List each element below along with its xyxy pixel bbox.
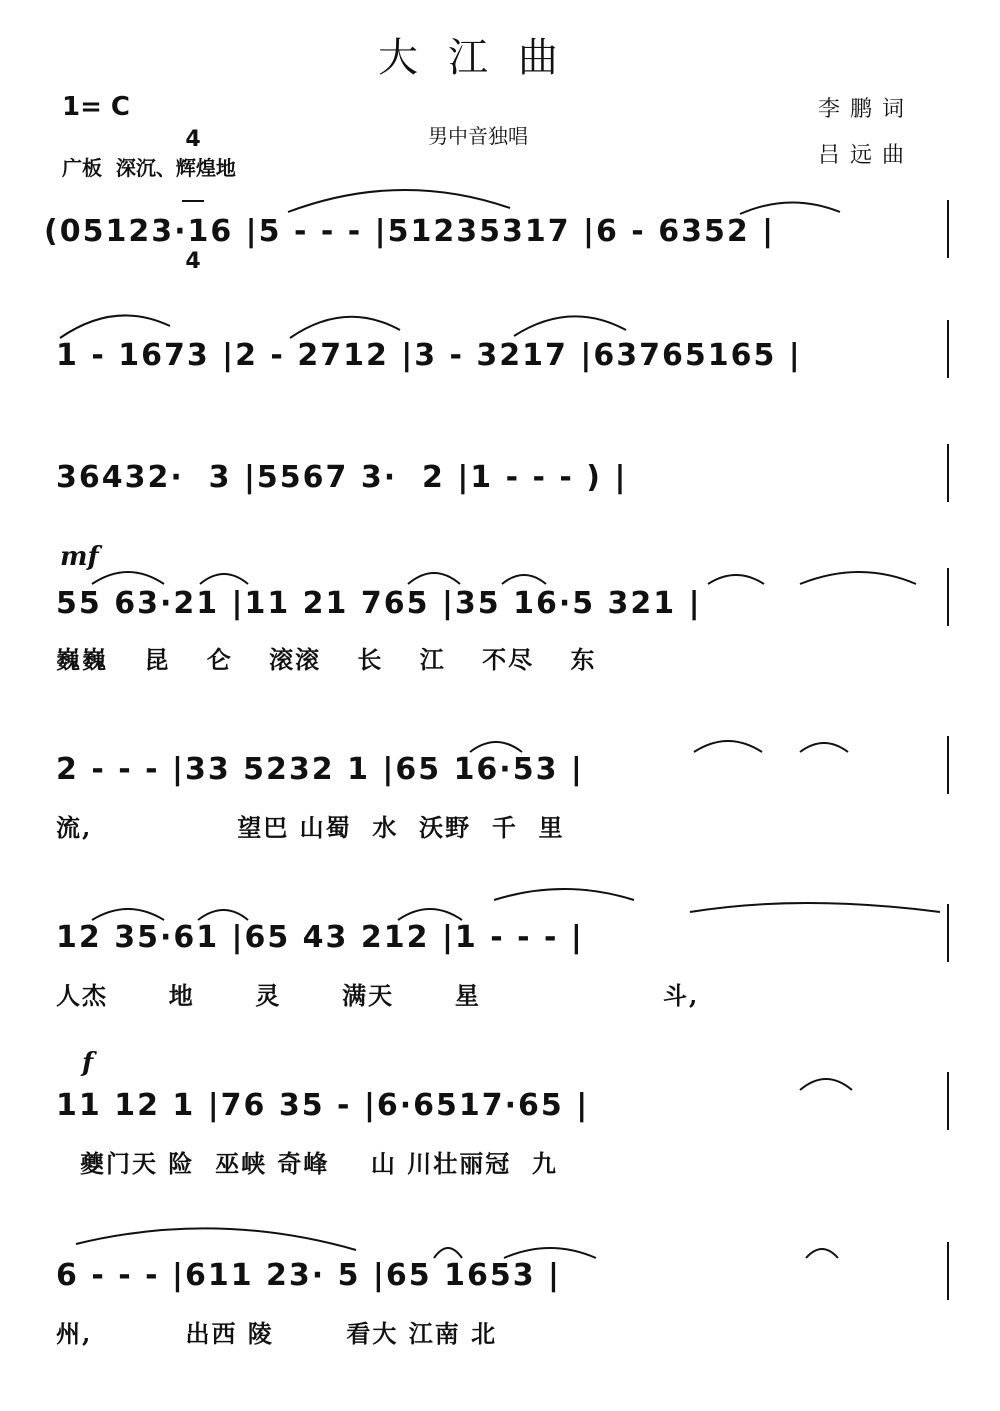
slur-arc bbox=[60, 315, 170, 338]
slur-arc bbox=[398, 909, 462, 920]
slur-arc bbox=[494, 889, 634, 900]
slur-arc bbox=[694, 741, 762, 752]
slur-arc bbox=[290, 317, 400, 338]
slur-arc bbox=[502, 575, 546, 584]
lyric-line-5: 流, 望巴 山蜀 水 沃野 千 里 bbox=[56, 813, 565, 842]
slur-arc bbox=[198, 910, 248, 920]
composer-credit: 吕远曲 bbox=[818, 143, 915, 168]
slur-arc bbox=[514, 316, 626, 336]
time-signature-bottom: 4 bbox=[185, 249, 201, 274]
slur-arc bbox=[800, 572, 916, 584]
lyric-line-7: 夔门天 险 巫峡 奇峰 山 川壮丽冠 九 bbox=[80, 1149, 558, 1178]
notation-line-1: (05123·16 |5 - - - |51235317 |6 - 6352 | bbox=[44, 214, 776, 249]
notation-line-6: 12 35·61 |65 43 212 |1 - - - | bbox=[56, 920, 584, 955]
slur-arc bbox=[200, 574, 248, 584]
slur-arc bbox=[806, 1249, 838, 1258]
lyric-line-8: 州, 出西 陵 看大 江南 北 bbox=[56, 1319, 498, 1348]
song-title: 大江曲 bbox=[378, 35, 588, 81]
slur-arc bbox=[800, 743, 848, 752]
notation-line-3: 36432· 3 |5567 3· 2 |1 - - - ) | bbox=[56, 460, 628, 495]
notation-line-8: 6 - - - |611 23· 5 |65 1653 | bbox=[56, 1258, 561, 1293]
lyric-line-4: 巍巍 昆 仑 滚滚 长 江 不尽 东 bbox=[56, 645, 597, 674]
lyricist-credit: 李鹏词 bbox=[818, 97, 915, 122]
slur-arc bbox=[76, 1228, 356, 1250]
slur-arc bbox=[708, 575, 764, 584]
notation-line-2: 1 - 1673 |2 - 2712 |3 - 3217 |63765165 | bbox=[56, 338, 802, 373]
slur-arc bbox=[92, 909, 164, 920]
lyric-line-6: 人杰 地 灵 满天 星 斗, bbox=[56, 981, 700, 1010]
notation-line-5: 2 - - - |33 5232 1 |65 16·53 | bbox=[56, 752, 584, 787]
slur-arc bbox=[288, 190, 510, 212]
dynamic-marking: f bbox=[82, 1048, 94, 1078]
key-signature: 1= C bbox=[62, 92, 131, 122]
slur-arc bbox=[690, 903, 940, 912]
slur-arc bbox=[740, 202, 840, 214]
slur-arc bbox=[408, 573, 460, 584]
dynamic-marking: mf bbox=[60, 542, 99, 572]
time-signature-top: 4 bbox=[185, 127, 201, 152]
slur-arc bbox=[504, 1248, 596, 1258]
slur-arc bbox=[470, 742, 522, 752]
slur-arc bbox=[800, 1079, 852, 1090]
notation-line-4: 55 63·21 |11 21 765 |35 16·5 321 | bbox=[56, 586, 702, 621]
slur-arc bbox=[434, 1248, 462, 1258]
slur-arc bbox=[92, 572, 164, 584]
tempo-marking: 广板 深沉、辉煌地 bbox=[62, 156, 236, 180]
notation-line-7: 11 12 1 |76 35 - |6·6517·65 | bbox=[56, 1088, 590, 1123]
performance-note: 男中音独唱 bbox=[428, 124, 528, 148]
